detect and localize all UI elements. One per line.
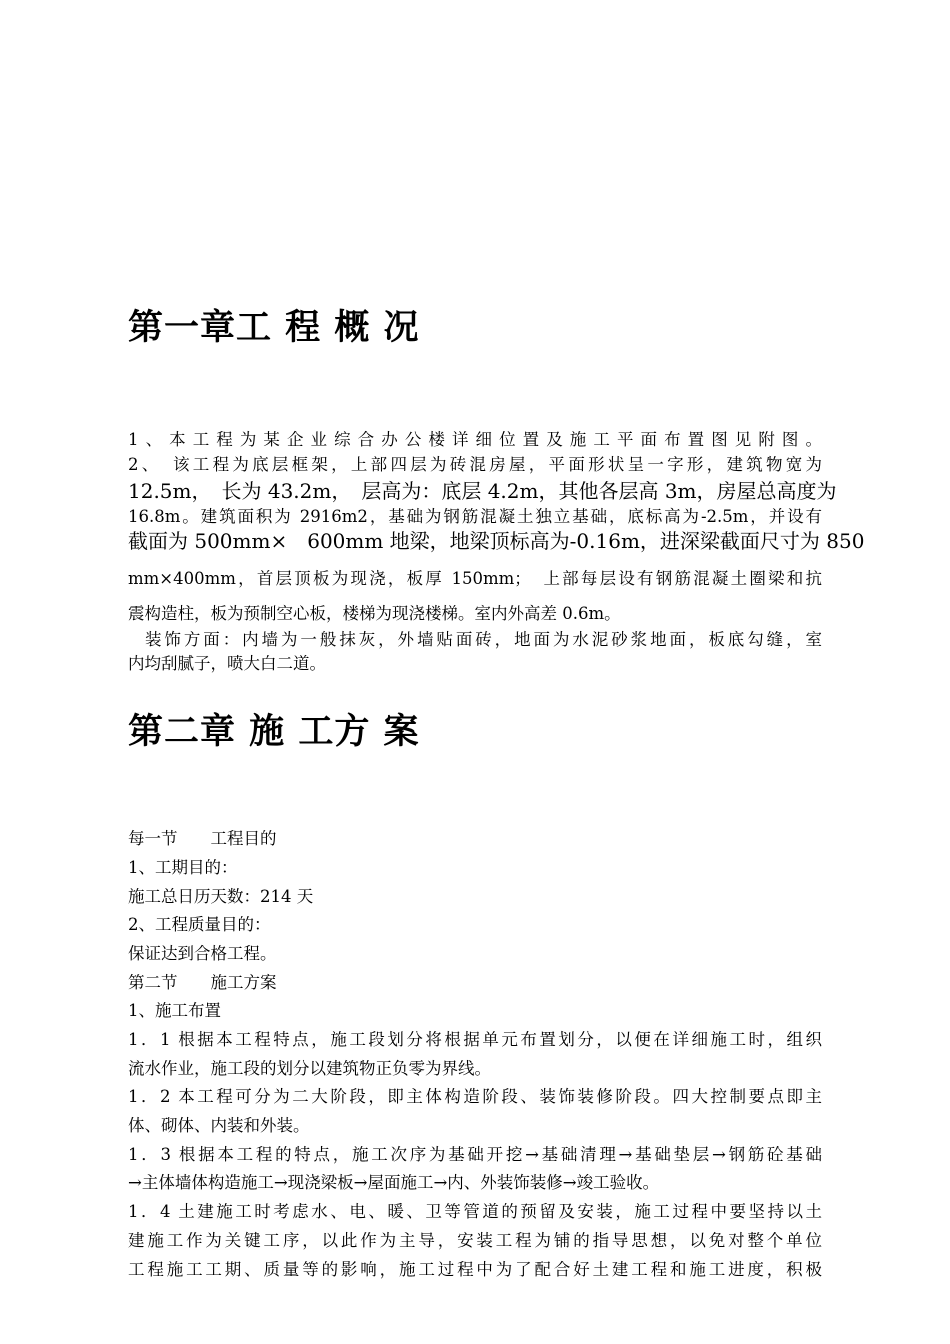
section-heading: 第二节 施工方案 xyxy=(128,973,277,992)
paragraph-line: →主体墙体构造施工→现浇梁板→屋面施工→内、外装饰装修→竣工验收。 xyxy=(128,1173,660,1192)
paragraph-line: 16.8m。建筑面积为 2916m2，基础为钢筋混凝土独立基础，底标高为-2.5m，并设有 xyxy=(128,507,822,526)
paragraph-line: 保证达到合格工程。 xyxy=(128,944,277,963)
paragraph-line: 1．2 本工程可分为二大阶段，即主体构造阶段、装饰装修阶段。四大控制要点即主 xyxy=(128,1087,822,1106)
paragraph-line: 2、工程质量目的： xyxy=(128,915,271,934)
paragraph-line: 截面为 500mm× 600mm 地梁，地梁顶标高为-0.16m，进深梁截面尺寸为 850 xyxy=(128,529,865,553)
paragraph-line: 内均刮腻子，喷大白二道。 xyxy=(128,654,326,673)
paragraph-line: 1．1 根据本工程特点，施工段划分将根据单元布置划分，以便在详细施工时，组织 xyxy=(128,1030,822,1049)
chapter-2-heading: 第二章 施 工方 案 xyxy=(128,712,420,752)
paragraph-line: 施工总日历天数：214 天 xyxy=(128,887,314,906)
paragraph-line: 1、本工程为某企业综合办公楼详细位置及施工平面布置图见附图。 xyxy=(128,430,822,449)
paragraph-line: 建施工作为关键工序，以此作为主导，安装工程为铺的指导思想，以免对整个单位 xyxy=(128,1231,822,1250)
paragraph-line: 1．3 根据本工程的特点，施工次序为基础开挖→基础清理→基础垫层→钢筋砼基础 xyxy=(128,1145,822,1164)
paragraph-line: 工程施工工期、质量等的影响，施工过程中为了配合好土建工程和施工进度，积极 xyxy=(128,1260,822,1279)
paragraph-line: mm×400mm，首层顶板为现浇，板厚 150mm； 上部每层设有钢筋混凝土圈梁和抗 xyxy=(128,569,822,588)
paragraph-line: 1、工期目的： xyxy=(128,858,238,877)
paragraph-line: 2、 该工程为底层框架，上部四层为砖混房屋，平面形状呈一字形，建筑物宽为 xyxy=(128,455,822,474)
section-heading: 每一节 工程目的 xyxy=(128,829,277,848)
paragraph-line: 1．4 土建施工时考虑水、电、暖、卫等管道的预留及安装，施工过程中要坚持以土 xyxy=(128,1202,822,1221)
paragraph-line: 装饰方面：内墙为一般抹灰，外墙贴面砖，地面为水泥砂浆地面，板底勾缝，室 xyxy=(145,630,822,649)
paragraph-line: 震构造柱，板为预制空心板，楼梯为现浇楼梯。室内外高差 0.6m。 xyxy=(128,604,621,623)
paragraph-line: 1、施工布置 xyxy=(128,1001,221,1020)
paragraph-line: 12.5m， 长为 43.2m， 层高为：底层 4.2m，其他各层高 3m，房屋总高度为 xyxy=(128,479,837,503)
paragraph-line: 体、砌体、内装和外装。 xyxy=(128,1116,310,1135)
paragraph-line: 流水作业，施工段的划分以建筑物正负零为界线。 xyxy=(128,1059,491,1078)
chapter-1-heading: 第一章工 程 概 况 xyxy=(128,308,420,348)
